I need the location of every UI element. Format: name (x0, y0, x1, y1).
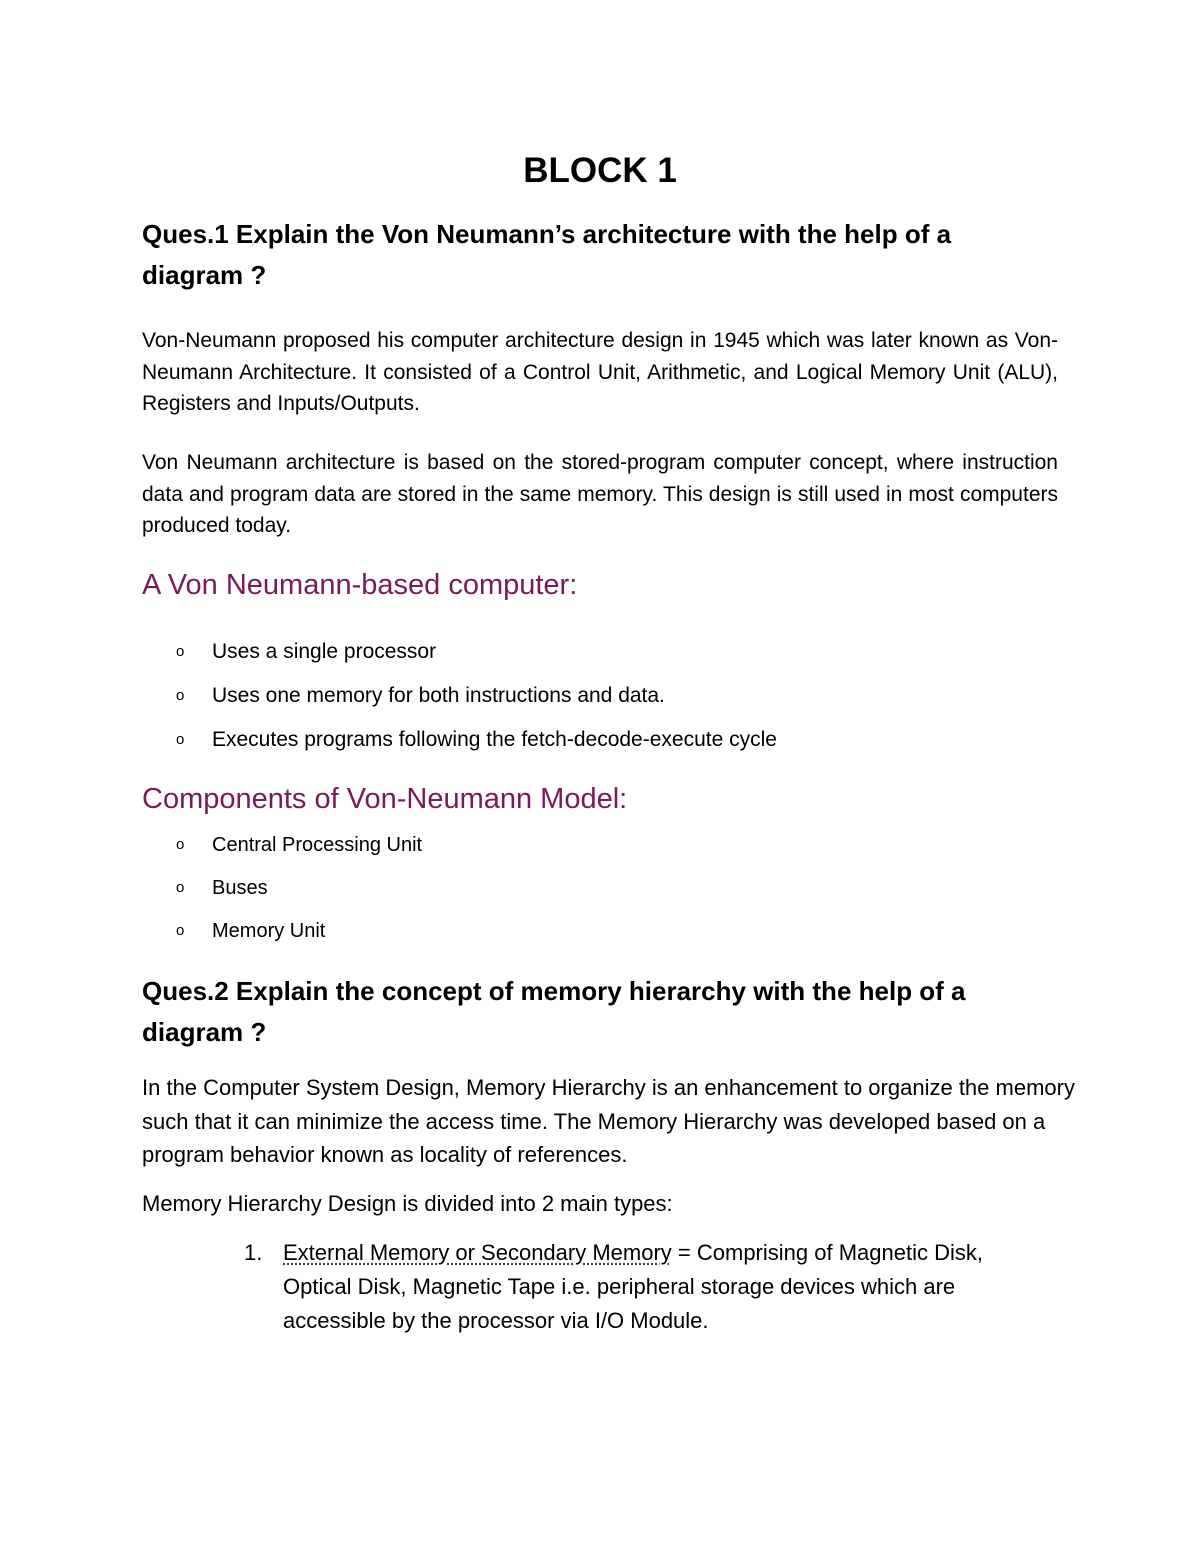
list-item-text: Central Processing Unit (212, 834, 423, 856)
components-list (172, 830, 422, 959)
list-item-text: Memory Unit (212, 920, 326, 942)
numbered-list-item (244, 1236, 1044, 1338)
question-1-heading (142, 214, 1042, 296)
question-2-heading (142, 971, 1042, 1053)
document-title: BLOCK 1 (523, 151, 677, 190)
question-2-paragraph-2: Memory Hierarchy Design is divided into 2 main types: (142, 1191, 673, 1216)
bullet-icon: o (176, 922, 185, 939)
section-heading-von-neumann-computer: A Von Neumann-based computer: (142, 569, 578, 601)
list-number: 1. (244, 1240, 263, 1265)
von-neumann-computer-list (172, 636, 777, 768)
question-1-heading-line2: diagram ? (142, 260, 267, 290)
bullet-icon: o (176, 687, 185, 704)
list-item (172, 724, 777, 768)
question-2-paragraph-1: In the Computer System Design, Memory Hierarchy is an enhancement to organize the memory such that it can minimize the access time. The Memory Hierarchy was developed based on a program behavior known as locality of references. (142, 1075, 1075, 1167)
bullet-icon: o (176, 643, 185, 660)
list-item-text: Executes programs following the fetch-decode-execute cycle (212, 728, 777, 751)
question-1-paragraph-1: Von-Neumann proposed his computer architecture design in 1945 which was later known as Von-Neumann Architecture. It consisted of a Control Unit, Arithmetic, and Logical Memory Unit (ALU), Registers and Inputs/Outputs. (142, 329, 1058, 415)
list-item-content (244, 1236, 1044, 1338)
list-item (172, 680, 777, 724)
list-item (172, 916, 422, 959)
list-item (172, 873, 422, 916)
bullet-icon: o (176, 836, 185, 853)
question-1-heading-line1: Ques.1 Explain the Von Neumann’s architecture with the help of a (142, 219, 952, 249)
question-2-heading-line2: diagram ? (142, 1017, 267, 1047)
list-item-text: Uses one memory for both instructions and data. (212, 684, 665, 707)
list-item-text: Buses (212, 877, 268, 899)
question-1-paragraph-2: Von Neumann architecture is based on the stored-program computer concept, where instruction data and program data are stored in the same memory. This design is still used in most computers produced today. (142, 451, 1058, 537)
question-2-heading-line1: Ques.2 Explain the concept of memory hierarchy with the help of a (142, 976, 966, 1006)
section-heading-components: Components of Von-Neumann Model: (142, 783, 628, 815)
list-item (172, 636, 777, 680)
list-item-description: = Comprising of Magnetic Disk, Optical Disk, Magnetic Tape i.e. peripheral storage devices which are accessible by the processor via I/O Module. (283, 1240, 983, 1333)
bullet-icon: o (176, 731, 185, 748)
bullet-icon: o (176, 879, 185, 896)
list-item-term: External Memory or Secondary Memory (283, 1240, 672, 1265)
list-item (172, 830, 422, 873)
list-item-text: Uses a single processor (212, 640, 437, 663)
